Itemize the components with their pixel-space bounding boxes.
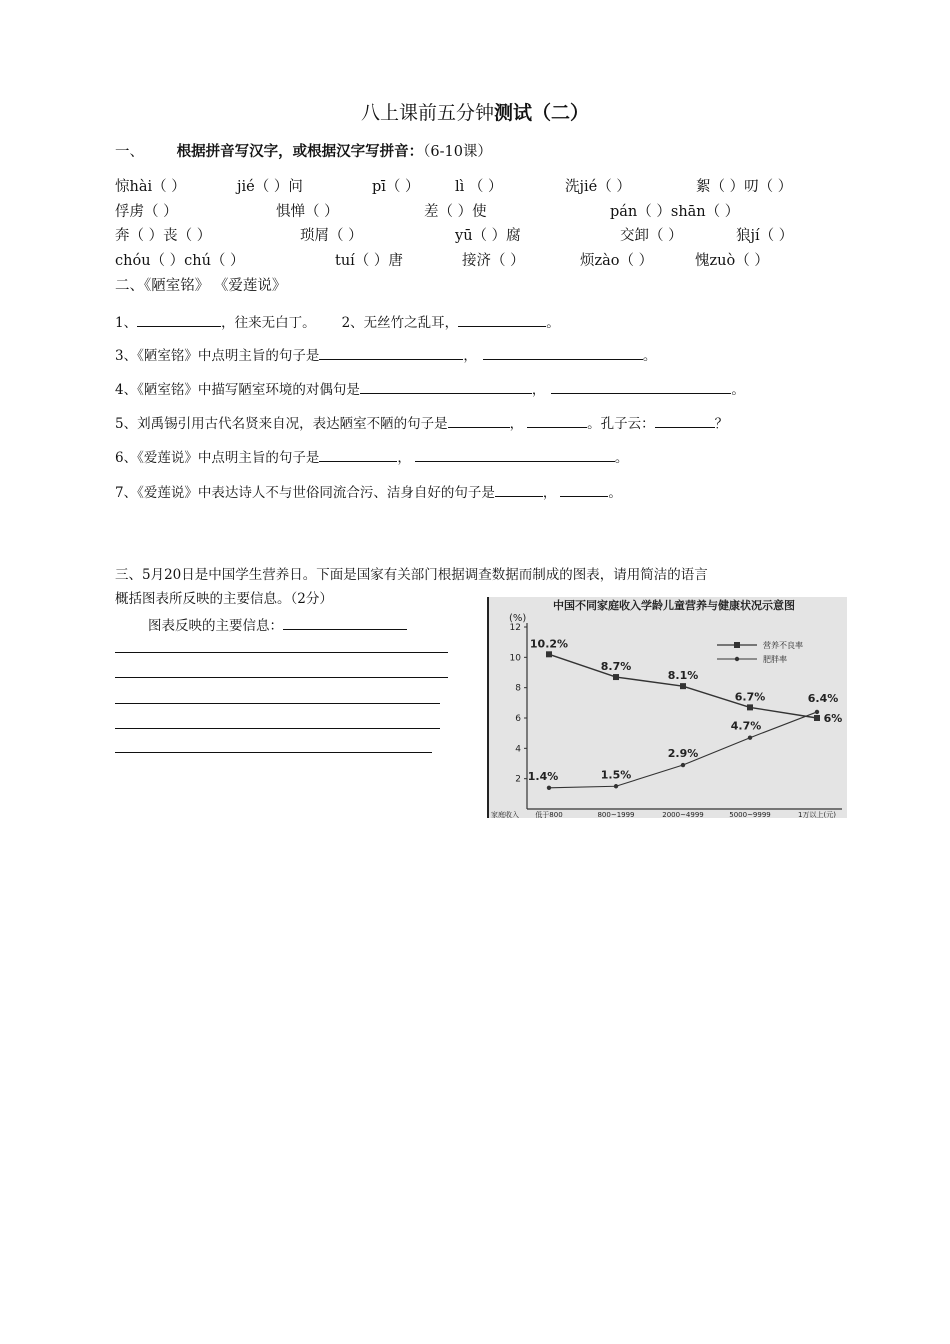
- answer-blank[interactable]: [137, 312, 221, 327]
- prompt-text: 图表反映的主要信息：: [148, 618, 283, 634]
- data-label-malnutrition: 10.2%: [529, 637, 569, 651]
- pinyin-row-1: [0, 175, 950, 195]
- x-tick-label: 800~1999: [597, 811, 635, 818]
- data-point-obesity: [815, 710, 819, 714]
- data-point-malnutrition: [546, 651, 552, 657]
- y-tick-label: 2: [515, 774, 521, 785]
- data-point-obesity: [748, 736, 752, 740]
- q3-sep: ，: [463, 348, 477, 364]
- answer-blank[interactable]: [360, 379, 532, 394]
- data-point-obesity: [614, 784, 618, 788]
- q1-num: 1、: [115, 315, 138, 331]
- data-label-obesity: 6.4%: [807, 691, 839, 705]
- answer-line[interactable]: [115, 677, 448, 678]
- pinyin-item: 洗jié（ ）: [565, 179, 631, 195]
- chart-title: 中国不同家庭收入学龄儿童营养与健康状况示意图: [553, 599, 795, 612]
- section3-line-1: 三、5月20日是中国学生营养日。下面是国家有关部门根据调查数据而制成的图表，请用简洁的语言: [115, 567, 708, 583]
- data-label-obesity: 4.7%: [730, 719, 762, 733]
- pinyin-item: 俘虏（ ）: [115, 204, 178, 220]
- legend-label-malnutrition: 营养不良率: [763, 641, 803, 650]
- pinyin-item: tuí（ ）唐: [335, 253, 403, 269]
- q6-sep: ，: [397, 450, 411, 466]
- pinyin-item: 惊hài（ ）: [115, 179, 186, 195]
- answer-blank[interactable]: [415, 447, 615, 462]
- section1-num: 一、: [115, 144, 144, 160]
- y-tick-label: 8: [515, 683, 521, 694]
- answer-blank[interactable]: [458, 312, 546, 327]
- y-axis-label: (%): [509, 613, 527, 624]
- question-6: [115, 446, 628, 466]
- data-point-malnutrition: [747, 704, 753, 710]
- section3-prompt: [148, 614, 407, 634]
- q7-sep: ，: [542, 485, 557, 501]
- section3-line-2: 概括图表所反映的主要信息。（2分）: [115, 591, 333, 607]
- x-tick-label: 1万以上(元): [798, 811, 836, 818]
- q1-text: ，往来无白丁。: [221, 315, 316, 331]
- data-point-malnutrition: [680, 683, 686, 689]
- answer-line[interactable]: [115, 652, 448, 653]
- q5-sep: ，: [509, 416, 524, 432]
- pinyin-item: 烦zào（ ）: [580, 253, 654, 269]
- pinyin-row-2: [0, 200, 950, 220]
- data-label-obesity: 1.5%: [600, 768, 632, 782]
- pinyin-item: 交卸（ ）: [620, 228, 683, 244]
- question-3: [115, 344, 656, 364]
- q6-end: 。: [614, 450, 629, 466]
- page-title: [0, 98, 950, 125]
- x-tick-label: 2000~4999: [662, 811, 704, 818]
- y-tick-label: 6: [515, 714, 521, 724]
- pinyin-item: 接济（ ）: [462, 253, 525, 269]
- pinyin-item: pán（ ）shān（ ）: [610, 204, 740, 220]
- q5-text: 5、刘禹锡引用古代名贤来自况，表达陋室不陋的句子是: [115, 416, 448, 432]
- pinyin-item: 絮（ ）叨（ ）: [696, 179, 793, 195]
- q6-text: 6、《爱莲说》中点明主旨的句子是: [115, 450, 320, 466]
- question-4: [115, 378, 745, 398]
- data-point-malnutrition: [814, 715, 820, 721]
- answer-blank[interactable]: [319, 447, 397, 462]
- section2-heading: 二、《陋室铭》 《爱莲说》: [115, 278, 287, 294]
- data-label-malnutrition: 8.7%: [600, 660, 632, 674]
- q3-text: 3、《陋室铭》中点明主旨的句子是: [115, 348, 320, 364]
- q4-end: 。: [731, 382, 745, 398]
- title-main: 八上课前五分钟: [360, 102, 494, 124]
- question-7: [115, 481, 622, 501]
- pinyin-item: chóu（ ）chú（ ）: [115, 253, 245, 269]
- pinyin-item: 琐屑（ ）: [300, 228, 363, 244]
- section1-title: 根据拼音写汉字，或根据汉字写拼音：: [176, 143, 424, 160]
- q3-end: 。: [642, 348, 657, 364]
- q2-text: 2、无丝竹之乱耳，: [341, 315, 459, 331]
- answer-blank[interactable]: [527, 413, 587, 428]
- answer-blank[interactable]: [283, 615, 407, 630]
- answer-blank[interactable]: [495, 482, 543, 497]
- pinyin-item: 愧zuò（ ）: [695, 253, 769, 269]
- data-label-malnutrition: 6.7%: [734, 690, 766, 704]
- q5-confucius: 。孔子云：: [587, 416, 655, 432]
- line-chart: [489, 597, 847, 818]
- answer-blank[interactable]: [551, 379, 731, 394]
- question-1-2: [115, 311, 560, 331]
- y-tick-label: 12: [509, 623, 521, 633]
- title-bold: 测试（二）: [494, 102, 590, 124]
- answer-line[interactable]: [115, 752, 432, 753]
- q5-end: ？: [714, 416, 729, 432]
- legend-label-obesity: 肥胖率: [763, 655, 787, 664]
- pinyin-row-4: [0, 249, 950, 269]
- q2-end: 。: [546, 315, 560, 331]
- chart-image: [487, 597, 847, 818]
- pinyin-item: 惧惮（ ）: [276, 204, 339, 220]
- pinyin-row-3: [0, 224, 950, 244]
- pinyin-item: 狼jí（ ）: [736, 228, 794, 244]
- pinyin-item: jié（ ）问: [237, 179, 303, 195]
- answer-blank[interactable]: [319, 345, 463, 360]
- answer-blank[interactable]: [655, 413, 715, 428]
- q4-text: 4、《陋室铭》中描写陋室环境的对偶句是: [115, 382, 360, 398]
- data-point-obesity: [681, 763, 685, 767]
- pinyin-item: yū（ ）腐: [455, 228, 521, 244]
- data-point-obesity: [547, 786, 551, 790]
- data-label-obesity: 1.4%: [527, 769, 559, 783]
- data-label-obesity: 2.9%: [667, 747, 699, 761]
- pinyin-item: 差（ ）使: [424, 204, 487, 220]
- q7-end: 。: [608, 485, 622, 501]
- section1-heading: [115, 140, 492, 161]
- answer-blank[interactable]: [448, 413, 510, 428]
- answer-blank[interactable]: [560, 482, 608, 497]
- answer-blank[interactable]: [483, 345, 643, 360]
- legend-marker-obesity: [735, 657, 739, 661]
- data-label-malnutrition: 8.1%: [667, 669, 699, 683]
- x-axis-label: 家庭收入: [491, 811, 519, 818]
- section1-note: （6-10课）: [423, 144, 492, 160]
- pinyin-item: lì （ ）: [455, 179, 503, 195]
- y-tick-label: 4: [515, 744, 521, 755]
- pinyin-item: pī（ ）: [372, 179, 420, 195]
- question-5: [115, 412, 728, 432]
- legend-marker-malnutrition: [734, 642, 740, 648]
- answer-line[interactable]: [115, 728, 440, 729]
- data-label-malnutrition: 6%: [823, 712, 843, 725]
- x-tick-label: 5000~9999: [729, 811, 771, 818]
- y-tick-label: 10: [509, 653, 521, 664]
- q7-text: 7、《爱莲说》中表达诗人不与世俗同流合污、洁身自好的句子是: [115, 485, 495, 501]
- data-point-malnutrition: [613, 674, 619, 680]
- answer-line[interactable]: [115, 703, 440, 704]
- q4-sep: ，: [531, 382, 546, 398]
- x-tick-label: 低于800: [535, 811, 563, 818]
- pinyin-item: 奔（ ）丧（ ）: [115, 228, 212, 244]
